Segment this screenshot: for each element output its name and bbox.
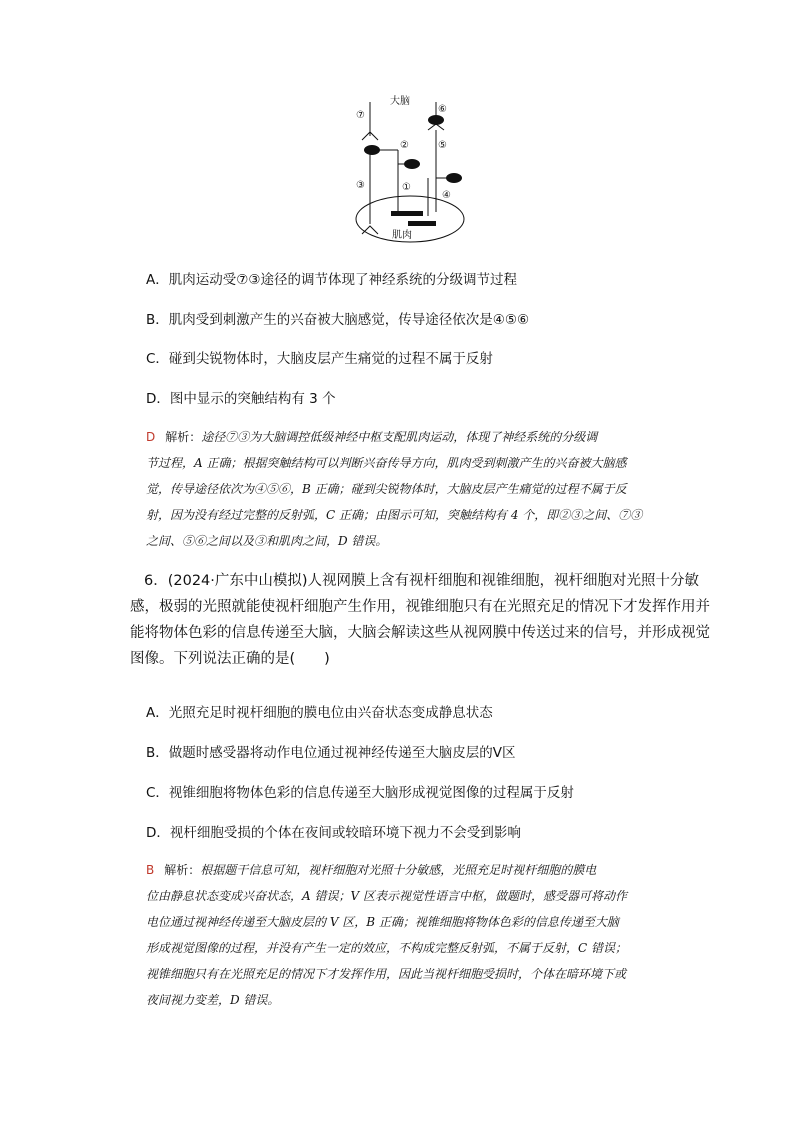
nerve-pathway-svg bbox=[340, 92, 480, 244]
q6-answer bbox=[146, 857, 676, 1013]
q6-stem-line-1: 感，极弱的光照就能使视杆细胞产生作用，视锥细胞只有在光照充足的情况下才发挥作用并 bbox=[130, 599, 710, 615]
q6-stem-line-2: 能将物体色彩的信息传递至大脑，大脑会解读这些从视网膜中传送过来的信号，并形成视觉 bbox=[130, 625, 710, 641]
marker-2: ② bbox=[400, 140, 409, 151]
q5-answer-letter: D bbox=[146, 430, 156, 444]
marker-1: ① bbox=[402, 182, 411, 193]
q5-answer-line-0: 途径⑦③为大脑调控低级神经中枢支配肌肉运动，体现了神经系统的分级调 bbox=[201, 430, 598, 444]
q5-answer-row-0 bbox=[146, 424, 676, 450]
neuron-body-4 bbox=[446, 173, 462, 183]
q6-stem-line-3: 图像。下列说法正确的是( ) bbox=[130, 651, 330, 667]
q5-option-b: B．肌肉受到刺激产生的兴奋被大脑感觉，传导途径依次是④⑤⑥ bbox=[146, 312, 530, 328]
q5-answer-label: 解析： bbox=[165, 430, 202, 444]
muscle-bar-2 bbox=[408, 221, 436, 226]
q5-answer-line-2: 觉，传导途径依次为④⑤⑥，B 正确；碰到尖锐物体时，大脑皮层产生痛觉的过程不属于反 bbox=[146, 482, 627, 496]
q6-answer-letter: B bbox=[146, 863, 155, 877]
marker-7: ⑦ bbox=[356, 110, 365, 121]
q6-option-b: B．做题时感受器将动作电位通过视神经传递至大脑皮层的Ⅴ区 bbox=[146, 745, 516, 761]
q6-answer-label: 解析： bbox=[164, 863, 201, 877]
q6-option-c: C．视锥细胞将物体色彩的信息传递至大脑形成视觉图像的过程属于反射 bbox=[146, 785, 574, 801]
q5-answer-line-4: 之间、⑤⑥之间以及③和肌肉之间，D 错误。 bbox=[146, 534, 388, 548]
q6-answer-row-0 bbox=[146, 857, 676, 883]
q5-answer-line-1: 节过程，A 正确；根据突触结构可以判断兴奋传导方向，肌肉受到刺激产生的兴奋被大脑感 bbox=[146, 456, 627, 470]
q5-answer bbox=[146, 424, 676, 554]
nerve-pathway-diagram bbox=[340, 92, 480, 244]
q6-answer-line-2: 电位通过视神经传递至大脑皮层的 V 区，B 正确；视锥细胞将物体色彩的信息传递至大脑 bbox=[146, 915, 619, 929]
muscle-bar-1 bbox=[391, 211, 423, 216]
q6-option-a: A．光照充足时视杆细胞的膜电位由兴奋状态变成静息状态 bbox=[146, 705, 493, 721]
q6-option-d: D．视杆细胞受损的个体在夜间或较暗环境下视力不会受到影响 bbox=[146, 825, 521, 841]
q6-stem-line-0: 6．(2024·广东中山模拟)人视网膜上含有视杆细胞和视锥细胞，视杆细胞对光照十分敏 bbox=[144, 573, 700, 589]
q6-answer-line-5: 夜间视力变差，D 错误。 bbox=[146, 993, 280, 1007]
q6-answer-line-3: 形成视觉图像的过程，并没有产生一定的效应，不构成完整反射弧，不属于反射，C 错误； bbox=[146, 941, 627, 955]
neuron-body-left bbox=[364, 145, 380, 155]
neuron-body-2 bbox=[404, 159, 420, 169]
q5-option-a: A．肌肉运动受⑦③途径的调节体现了神经系统的分级调节过程 bbox=[146, 272, 517, 288]
q6-answer-line-1: 位由静息状态变成兴奋状态，A 错误；V 区表示视觉性语言中枢，做题时，感受器可将动作 bbox=[146, 889, 627, 903]
q6-stem bbox=[130, 568, 710, 672]
q6-answer-line-0: 根据题干信息可知，视杆细胞对光照十分敏感，光照充足时视杆细胞的膜电 bbox=[200, 863, 597, 877]
brain-label: 大脑 bbox=[390, 96, 410, 107]
marker-4: ④ bbox=[442, 190, 451, 201]
q6-answer-line-4: 视锥细胞只有在光照充足的情况下才发挥作用，因此当视杆细胞受损时，个体在暗环境下或 bbox=[146, 967, 627, 981]
marker-3: ③ bbox=[356, 180, 365, 191]
synapse-3-fork bbox=[362, 226, 378, 234]
q5-answer-line-3: 射，因为没有经过完整的反射弧，C 正确；由图示可知，突触结构有 4 个，即②③之间、⑦③ bbox=[146, 508, 643, 522]
q5-option-d: D．图中显示的突触结构有 3 个 bbox=[146, 391, 336, 407]
q5-option-c: C．碰到尖锐物体时，大脑皮层产生痛觉的过程不属于反射 bbox=[146, 351, 493, 367]
muscle-label: 肌肉 bbox=[392, 230, 412, 241]
marker-6: ⑥ bbox=[438, 104, 447, 115]
marker-5: ⑤ bbox=[438, 140, 447, 151]
